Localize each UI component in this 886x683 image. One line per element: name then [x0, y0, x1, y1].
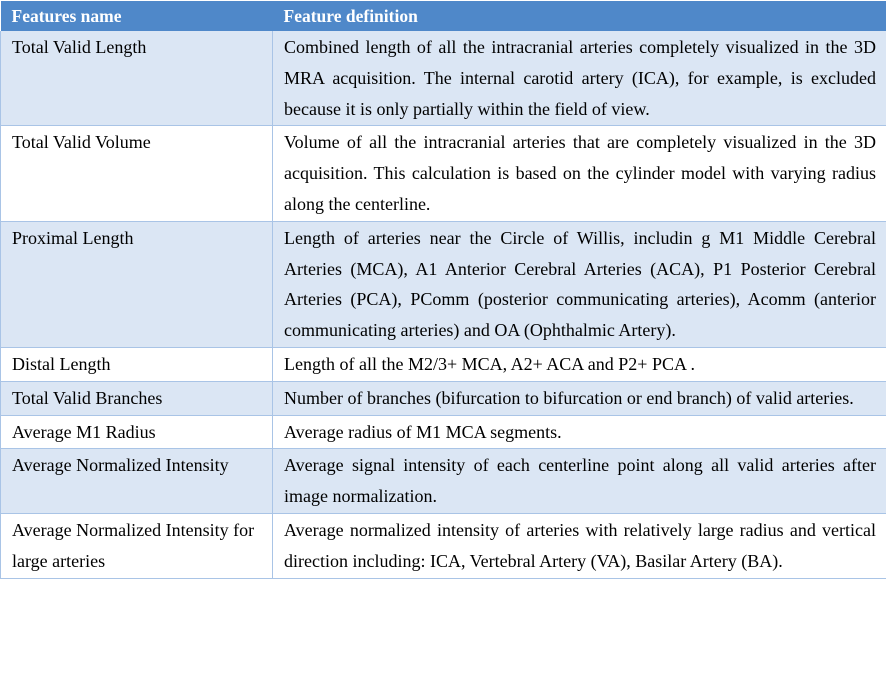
table-row: [1, 126, 886, 221]
feature-definition: Average signal intensity of each centerline point along all valid arteries after image normalization.: [273, 449, 886, 514]
feature-name: Average M1 Radius: [1, 415, 273, 449]
feature-definition: Combined length of all the intracranial arteries completely visualized in the 3D MRA acquisition. The internal carotid artery (ICA), for example, is excluded because it is only partially within the field of view.: [273, 31, 886, 126]
table-row: [1, 449, 886, 514]
feature-name: Total Valid Branches: [1, 381, 273, 415]
feature-definition: Number of branches (bifurcation to bifurcation or end branch) of valid arteries.: [273, 381, 886, 415]
table-row: [1, 221, 886, 347]
table-row: [1, 415, 886, 449]
table-row: [1, 513, 886, 578]
table-row: [1, 381, 886, 415]
feature-definition: Length of arteries near the Circle of Willis, includin g M1 Middle Cerebral Arteries (MCA), A1 Anterior Cerebral Arteries (ACA), P1 Posterior Cerebral Arteries (PCA), PComm (posterior communicating arteries), Acomm (anterior communicating arteries) and OA (Ophthalmic Artery).: [273, 221, 886, 347]
feature-name: Proximal Length: [1, 221, 273, 347]
header-feature-definition: Feature definition: [273, 1, 886, 31]
feature-name: Total Valid Length: [1, 31, 273, 126]
feature-definition: Length of all the M2/3+ MCA, A2+ ACA and P2+ PCA .: [273, 347, 886, 381]
header-features-name: Features name: [1, 1, 273, 31]
feature-name: Total Valid Volume: [1, 126, 273, 221]
table-header-row: [1, 1, 886, 31]
features-table: [0, 1, 886, 579]
feature-definition: Volume of all the intracranial arteries that are completely visualized in the 3D acquisition. This calculation is based on the cylinder model with varying radius along the centerline.: [273, 126, 886, 221]
feature-definition: Average normalized intensity of arteries with relatively large radius and vertical direction including: ICA, Vertebral Artery (VA), Basilar Artery (BA).: [273, 513, 886, 578]
feature-name: Distal Length: [1, 347, 273, 381]
feature-name: Average Normalized Intensity for large arteries: [1, 513, 273, 578]
table-row: [1, 31, 886, 126]
feature-name: Average Normalized Intensity: [1, 449, 273, 514]
feature-definition: Average radius of M1 MCA segments.: [273, 415, 886, 449]
table-row: [1, 347, 886, 381]
